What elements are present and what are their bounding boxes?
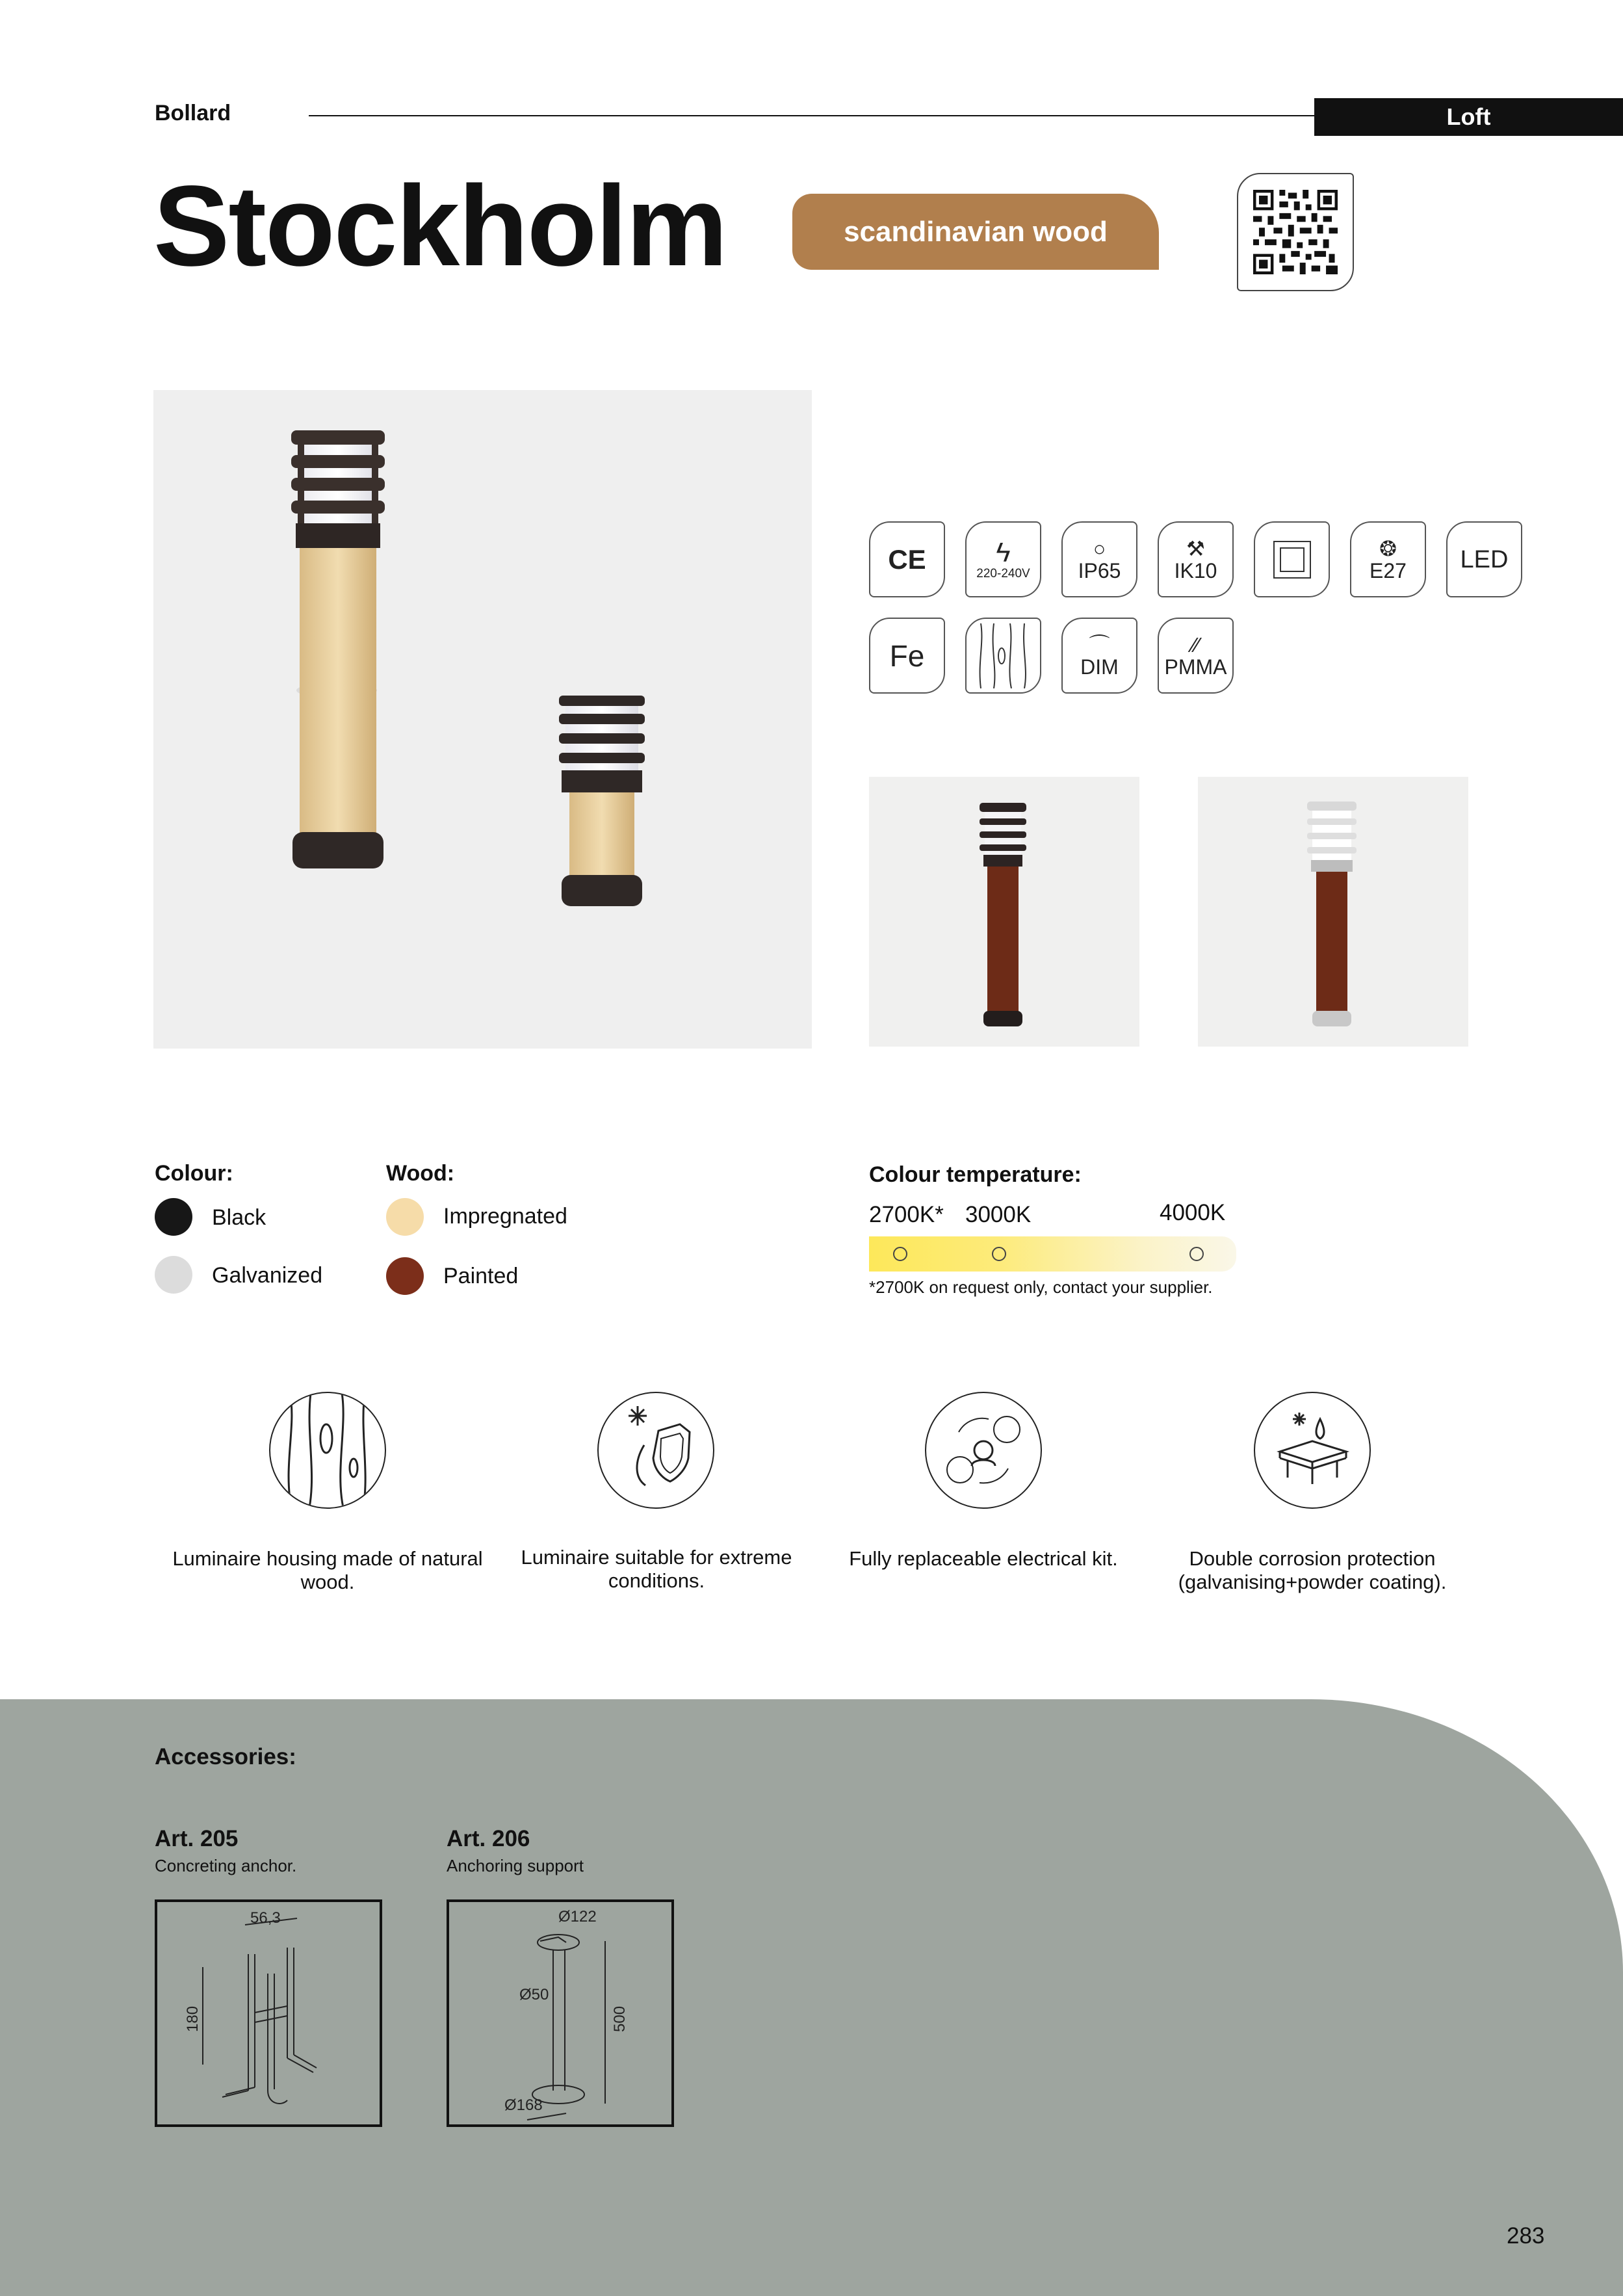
product-title: Stockholm <box>153 163 727 290</box>
bulb-text: E27 <box>1370 558 1407 582</box>
wood-swatch-impregnated[interactable] <box>386 1198 424 1236</box>
dimmable-icon <box>1061 618 1137 694</box>
double-square-icon <box>1273 541 1311 579</box>
replaceable-kit-icon <box>926 1393 1041 1507</box>
voltage-icon <box>965 521 1041 597</box>
feature-wood-text: Luminaire housing made of natural wood. <box>172 1547 483 1593</box>
anchor-width-dim: 56,3 <box>250 1909 281 1927</box>
feature-corrosion-circle <box>1254 1392 1371 1509</box>
temperature-note: *2700K on request only, contact your supplier. <box>869 1277 1213 1297</box>
lightning-icon: ϟ <box>996 536 1011 567</box>
ce-mark-icon <box>869 521 945 597</box>
ik-text: IK10 <box>1174 558 1217 582</box>
main-product-photo <box>153 390 812 1049</box>
colour-label: Colour: <box>155 1161 233 1186</box>
droplet-icon: ○ <box>1093 536 1106 560</box>
colour-swatch-galvanized[interactable] <box>155 1256 192 1294</box>
accessory-205-desc: Concreting anchor. <box>155 1856 297 1875</box>
accessory-206-drawing[interactable] <box>447 1899 674 2127</box>
diffuser-lines-icon: ∕∕ <box>1192 633 1199 657</box>
accessory-206-desc: Anchoring support <box>447 1856 584 1875</box>
dim-text: DIM <box>1080 655 1119 679</box>
colour-swatch-black[interactable] <box>155 1198 192 1236</box>
accessories-heading: Accessories: <box>155 1744 296 1769</box>
category-label: Bollard <box>155 101 231 125</box>
support-height-dim: 500 <box>611 2005 629 2032</box>
corrosion-protection-icon <box>1255 1393 1370 1507</box>
temp-radio-4000k[interactable] <box>1189 1247 1204 1261</box>
feature-wood-circle <box>269 1392 386 1509</box>
colour-option-galvanized: Galvanized <box>212 1263 323 1288</box>
temp-radio-3000k[interactable] <box>992 1247 1006 1261</box>
bulb-socket-icon <box>1350 521 1426 597</box>
series-tab: Loft <box>1314 98 1623 136</box>
feature-extreme-text: Luminaire suitable for extreme conditions. <box>521 1546 792 1592</box>
pmma-diffuser-icon <box>1158 618 1234 694</box>
material-pill: scandinavian wood <box>792 194 1159 270</box>
wood-option-painted: Painted <box>443 1264 519 1288</box>
led-text: LED <box>1460 545 1509 573</box>
variant-photo-black-painted <box>869 777 1139 1047</box>
colour-option-black: Black <box>212 1205 266 1230</box>
feature-kit-circle <box>925 1392 1042 1509</box>
class-ii-icon <box>1254 521 1330 597</box>
feature-corrosion-text: Double corrosion protection (galvanising+powder coating). <box>1178 1547 1447 1593</box>
page-number: 283 <box>1507 2223 1545 2249</box>
ik-rating-icon <box>1158 521 1234 597</box>
bulb-icon: ❂ <box>1379 536 1397 560</box>
accessory-205-drawing[interactable] <box>155 1899 382 2127</box>
support-base-dim: Ø168 <box>504 2096 543 2114</box>
header-rule <box>309 115 1314 116</box>
variant-photo-galvanized-painted <box>1198 777 1468 1047</box>
wood-grain-icon <box>971 623 1036 688</box>
temp-radio-2700k[interactable] <box>893 1247 907 1261</box>
ce-text: CE <box>888 543 926 575</box>
ip-rating-icon <box>1061 521 1137 597</box>
wood-label: Wood: <box>386 1161 455 1186</box>
pmma-text: PMMA <box>1164 655 1227 679</box>
iron-material-icon <box>869 618 945 694</box>
dim-arc-icon: ⌒ <box>1089 633 1110 657</box>
extreme-conditions-shield-icon <box>599 1393 713 1507</box>
bollard-painted-black-illustration <box>869 777 1139 1047</box>
wood-option-impregnated: Impregnated <box>443 1204 567 1229</box>
bollard-galvanized-illustration <box>1198 777 1468 1047</box>
concreting-anchor-drawing <box>157 1902 380 2124</box>
bollard-pair-illustration <box>153 390 812 1049</box>
qr-code-icon <box>1253 190 1338 274</box>
feature-extreme-circle <box>597 1392 714 1509</box>
wood-grain-icon <box>270 1393 385 1507</box>
accessory-205-title: Art. 205 <box>155 1826 239 1851</box>
voltage-text: 220-240V <box>976 566 1030 581</box>
ip-text: IP65 <box>1078 558 1121 582</box>
anchor-height-dim: 180 <box>184 2005 201 2032</box>
led-icon <box>1446 521 1522 597</box>
fe-text: Fe <box>889 638 925 673</box>
wood-swatch-painted[interactable] <box>386 1257 424 1295</box>
wood-material-icon <box>965 618 1041 694</box>
qr-code[interactable] <box>1237 173 1354 291</box>
temp-4000k: 4000K <box>1160 1200 1226 1225</box>
temperature-gradient-bar <box>869 1236 1236 1272</box>
feature-kit-text: Fully replaceable electrical kit. <box>849 1547 1118 1570</box>
temp-2700k: 2700K* <box>869 1202 944 1227</box>
support-tube-dim: Ø50 <box>519 1986 549 2003</box>
temp-3000k: 3000K <box>965 1202 1032 1227</box>
support-top-dim: Ø122 <box>558 1908 597 1925</box>
colour-temperature-label: Colour temperature: <box>869 1162 1082 1187</box>
anchoring-support-drawing <box>449 1902 671 2124</box>
hammer-icon: ⚒ <box>1186 536 1205 560</box>
accessory-206-title: Art. 206 <box>447 1826 530 1851</box>
